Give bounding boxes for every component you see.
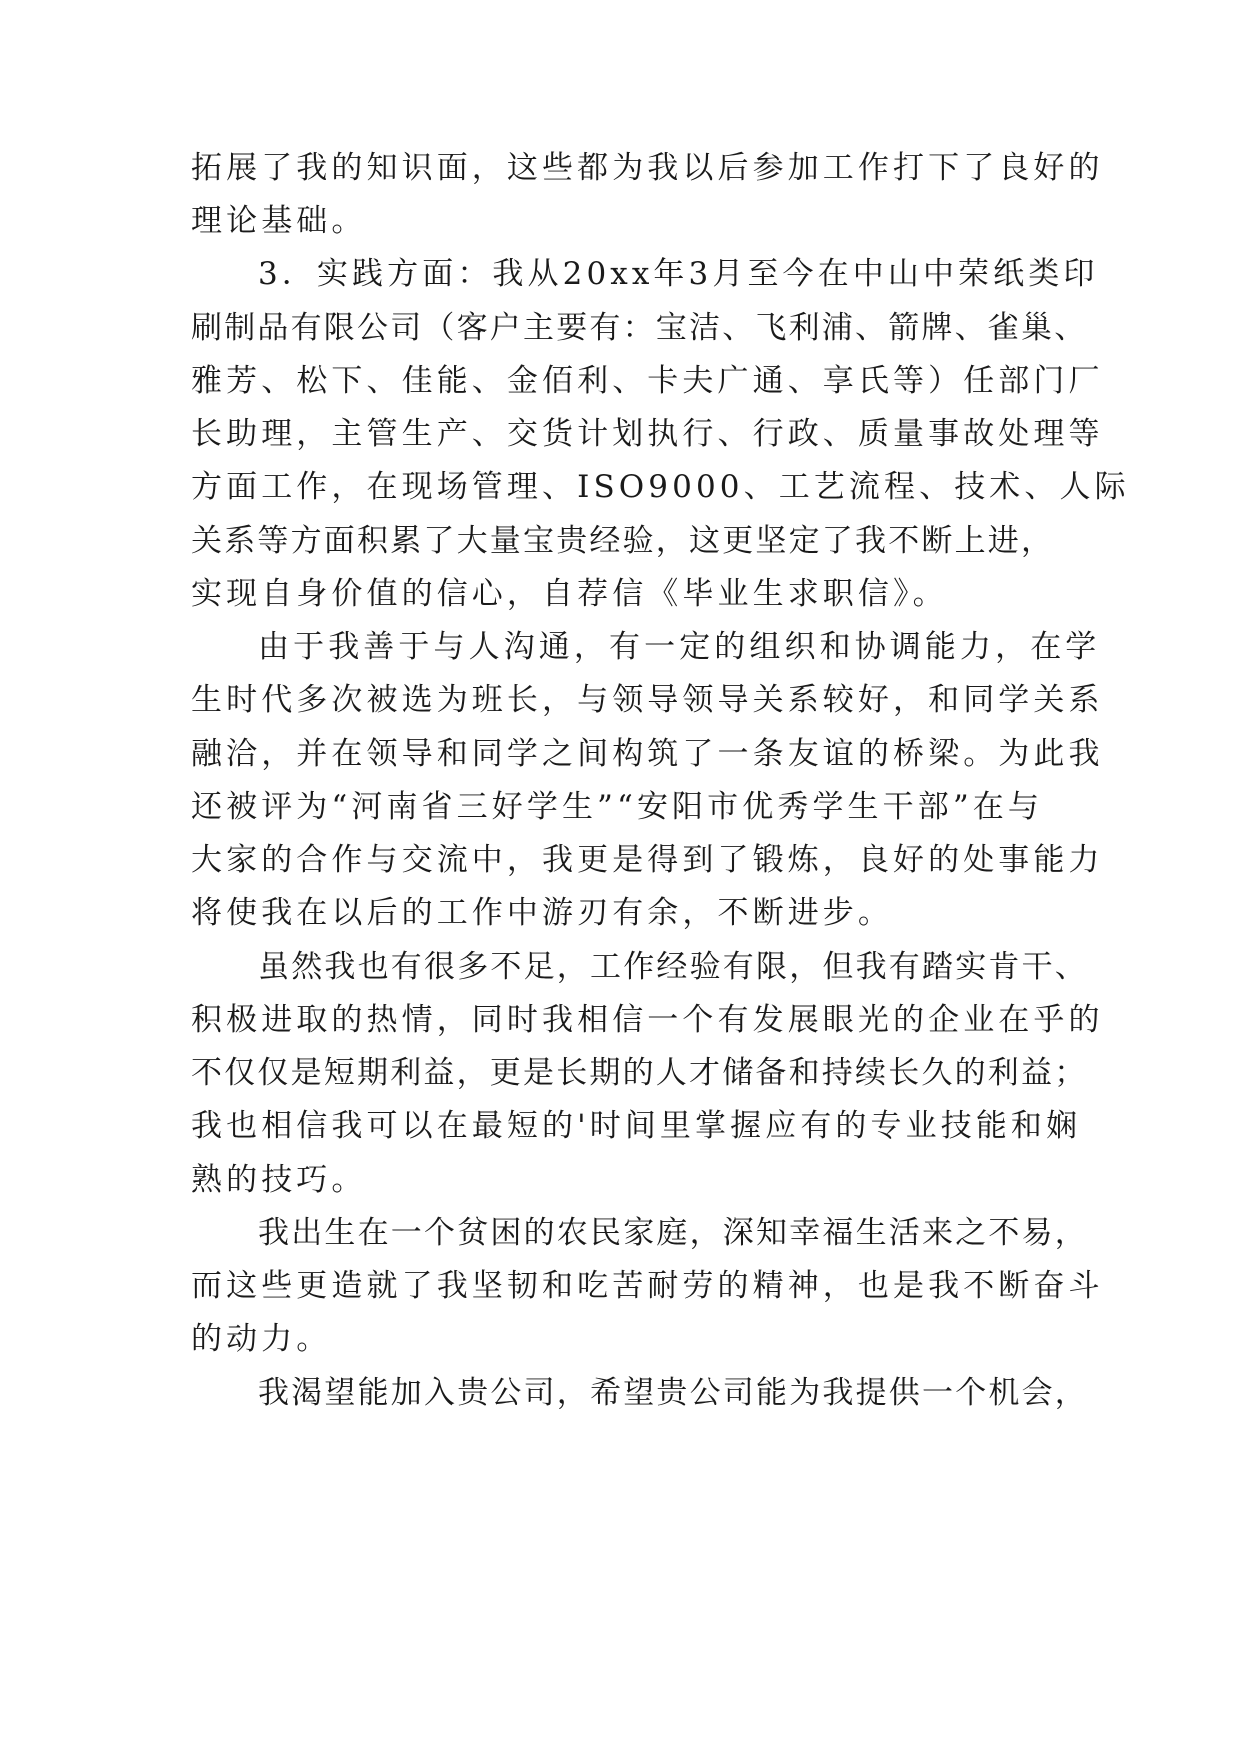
text-line: 刷制品有限公司（客户主要有：宝洁、飞利浦、箭牌、雀巢、 — [191, 310, 1088, 346]
text-line: 由于我善于与人沟通，有一定的组织和协调能力，在学 — [258, 629, 1101, 665]
text-line: 的动力。 — [191, 1321, 332, 1357]
text-line: 而这些更造就了我坚韧和吃苦耐劳的精神，也是我不断奋斗 — [191, 1268, 1104, 1304]
text-line: 雅芳、松下、佳能、金佰利、卡夫广通、享氏等）任部门厂 — [191, 363, 1104, 399]
text-line: 3．实践方面：我从20xx年3月至今在中山中荣纸类印 — [258, 256, 1099, 292]
text-line: 积极进取的热情，同时我相信一个有发展眼光的企业在乎的 — [191, 1002, 1104, 1038]
text-line: 大家的合作与交流中，我更是得到了锻炼，良好的处事能力 — [191, 842, 1104, 878]
text-line: 熟的技巧。 — [191, 1162, 367, 1198]
text-line: 还被评为“河南省三好学生”“安阳市优秀学生干部”在与 — [191, 789, 1043, 825]
text-line: 实现自身价值的信心，自荐信《毕业生求职信》。 — [191, 576, 948, 612]
text-line: 方面工作，在现场管理、ISO9000、工艺流程、技术、人际 — [191, 469, 1130, 505]
text-line: 拓展了我的知识面，这些都为我以后参加工作打下了良好的 — [191, 150, 1104, 186]
text-line: 长助理，主管生产、交货计划执行、行政、质量事故处理等 — [191, 416, 1104, 452]
text-line: 融洽，并在领导和同学之间构筑了一条友谊的桥梁。为此我 — [191, 736, 1104, 772]
text-line: 不仅仅是短期利益，更是长期的人才储备和持续长久的利益； — [191, 1055, 1088, 1091]
text-line: 关系等方面积累了大量宝贵经验，这更坚定了我不断上进， — [191, 523, 1055, 559]
text-line: 我渴望能加入贵公司，希望贵公司能为我提供一个机会， — [258, 1375, 1088, 1411]
text-line: 我出生在一个贫困的农民家庭，深知幸福生活来之不易， — [258, 1215, 1088, 1251]
text-line: 理论基础。 — [191, 203, 367, 239]
text-line: 生时代多次被选为班长，与领导领导关系较好，和同学关系 — [191, 682, 1104, 718]
text-line: 我也相信我可以在最短的'时间里掌握应有的专业技能和娴 — [191, 1108, 1082, 1144]
text-line: 将使我在以后的工作中游刃有余，不断进步。 — [191, 895, 893, 931]
text-line: 虽然我也有很多不足，工作经验有限，但我有踏实肯干、 — [258, 949, 1088, 985]
